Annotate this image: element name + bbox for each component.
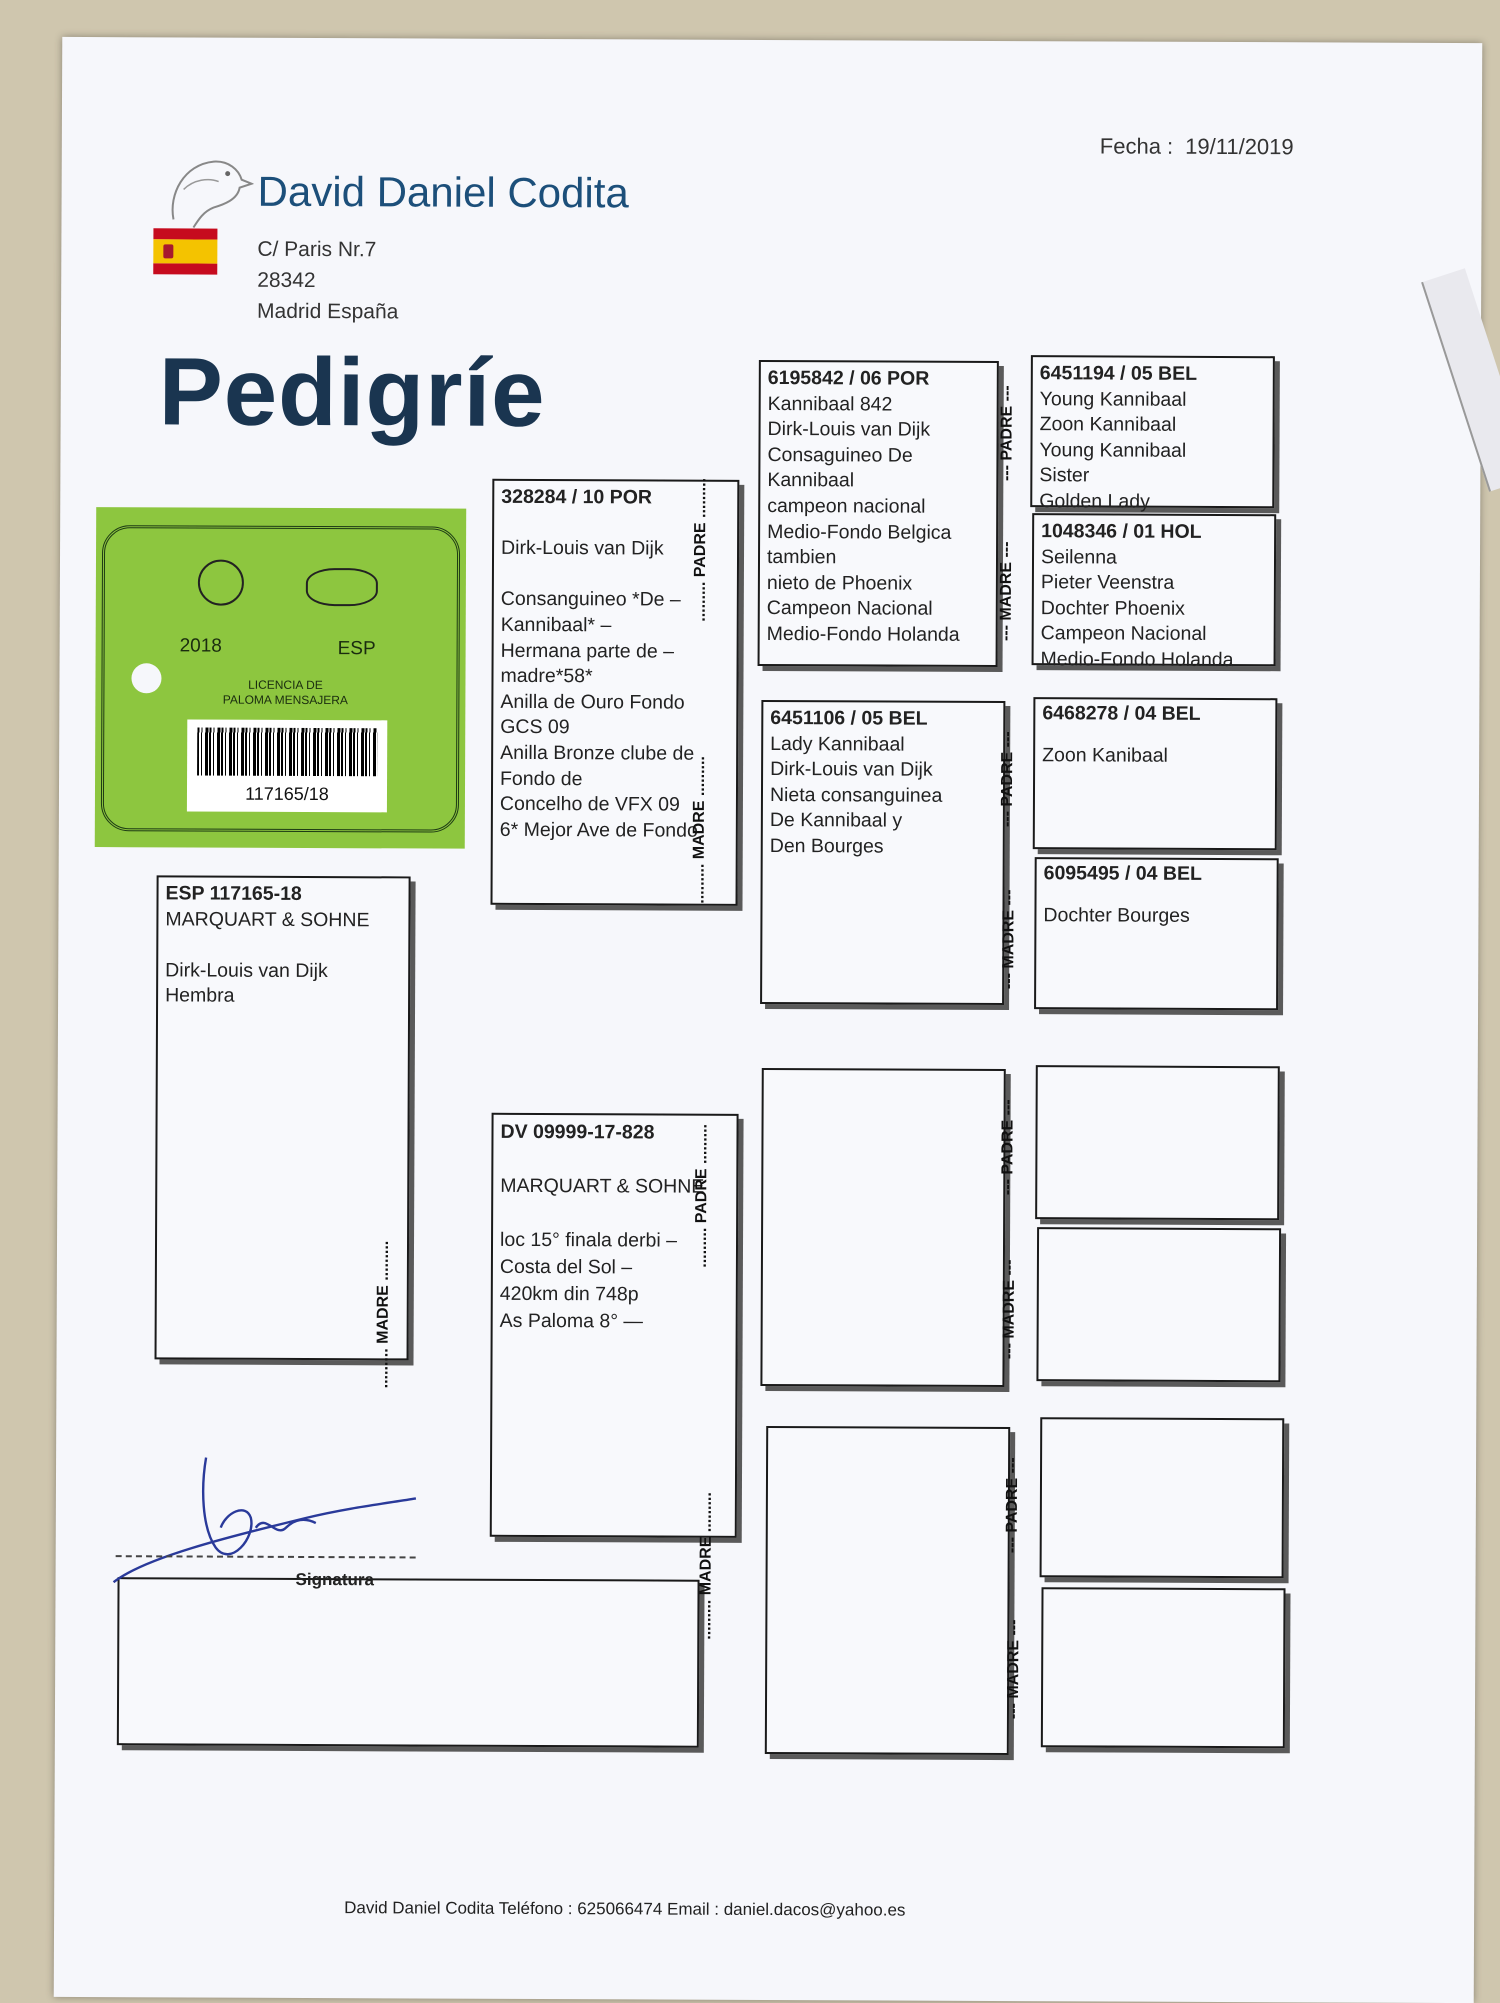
- mother-ring: DV 09999-17-828: [500, 1120, 655, 1144]
- padre-label: ......... PADRE .........: [692, 1123, 711, 1268]
- footer-contact: David Daniel Codita Teléfono : 625066474 Email : daniel.dacos@yahoo.es: [344, 1898, 906, 1920]
- padre-label: --- PADRE ---: [999, 1099, 1017, 1196]
- pgm-text: [770, 706, 1000, 861]
- madre-label: --- MADRE ---: [1004, 1619, 1023, 1720]
- ggp2-line: Seilenna: [1040, 545, 1117, 569]
- father-line: Anilla Bronze clube de: [500, 741, 695, 765]
- father-line: madre*58*: [500, 664, 593, 688]
- father-line: GCS 09: [500, 716, 570, 739]
- subject-line: Hembra: [165, 984, 235, 1008]
- license-year: 2018: [179, 635, 222, 657]
- address-line: C/ Paris Nr.7: [257, 237, 377, 262]
- ggp1-line: Young Kannibaal: [1039, 438, 1187, 462]
- father-line: Fondo de: [500, 767, 583, 790]
- federation-emblem-icon: [198, 560, 244, 606]
- license-country: ESP: [337, 638, 376, 660]
- ggp4-line: Dochter Bourges: [1043, 904, 1190, 927]
- father-line: Concelho de VFX 09: [499, 792, 680, 816]
- notes-box: [117, 1577, 700, 1748]
- father-ring: 328284 / 10 POR: [501, 485, 653, 509]
- ggp4-text: [1043, 863, 1272, 927]
- madre-label: --- MADRE ---: [997, 541, 1016, 642]
- father-line: Anilla de Ouro Fondo: [500, 690, 685, 714]
- padre-label: --- PADRE ---: [998, 731, 1017, 828]
- date-label: Fecha :: [1099, 133, 1174, 159]
- pgf-line: Campeon Nacional: [766, 597, 933, 621]
- ggp2-text: [1041, 519, 1271, 674]
- punch-hole: [131, 663, 161, 693]
- pigeon-emblem-icon: [306, 568, 378, 606]
- license-text-line: PALOMA MENSAJERA: [222, 692, 349, 708]
- padre-label: ......... PADRE .........: [691, 477, 710, 622]
- ggp1-line: Sister: [1039, 464, 1090, 487]
- paternal-grandmother-box: [760, 700, 1005, 1005]
- ggp-box-4: [1034, 857, 1279, 1010]
- ggp-box-7: [1040, 1417, 1285, 1578]
- madre-label: ......... MADRE .........: [690, 756, 709, 904]
- maternal-grandfather-box: [760, 1068, 1005, 1387]
- ggp3-text: [1042, 703, 1271, 767]
- license-text: [205, 678, 365, 709]
- date-line: [1100, 133, 1294, 160]
- pgf-line: Kannibaal: [767, 469, 855, 492]
- ggp2-line: Dochter Phoenix: [1040, 596, 1186, 620]
- pedigree-sheet: [54, 37, 1483, 2003]
- subject-line: MARQUART & SOHNE: [165, 907, 370, 931]
- pigeon-license-card: [95, 507, 466, 849]
- madre-label: --- MADRE ---: [1000, 1259, 1018, 1360]
- subject-ring: ESP 117165-18: [165, 882, 302, 905]
- pgm-line: De Kannibaal y: [769, 809, 903, 832]
- father-line: Hermana parte de –: [500, 639, 675, 663]
- barcode: [187, 719, 387, 812]
- father-line: Kannibaal* –: [500, 613, 612, 637]
- ggp3-ring: 6468278 / 04 BEL: [1042, 702, 1201, 725]
- pgf-line: Medio-Fondo Belgica: [767, 520, 952, 544]
- mother-line: As Paloma 8° —: [499, 1309, 644, 1333]
- padre-label: --- PADRE ---: [998, 385, 1016, 482]
- ggp3-line: [1042, 724, 1271, 746]
- father-line: 6* Mejor Ave de Fondo: [499, 818, 698, 842]
- ggp2-line: Campeon Nacional: [1040, 622, 1207, 646]
- mother-line: 420km din 748p: [499, 1282, 639, 1306]
- madre-label: --- MADRE ---: [1000, 889, 1018, 990]
- owner-address: [257, 234, 399, 328]
- maternal-grandmother-box: [765, 1426, 1010, 1755]
- ggp4-line: [1044, 884, 1273, 906]
- barcode-number: 117165/18: [245, 783, 329, 805]
- father-line: Consanguineo *De –: [500, 588, 681, 611]
- handwritten-signature: [105, 1417, 426, 1598]
- pgf-line: Dirk-Louis van Dijk: [767, 418, 931, 441]
- madre-label: ......... MADRE .........: [697, 1492, 715, 1640]
- ggp4-ring: 6095495 / 04 BEL: [1043, 862, 1202, 885]
- pgf-text: [767, 366, 993, 649]
- pgf-line: tambien: [766, 546, 837, 569]
- license-text-line: LICENCIA DE: [248, 677, 323, 693]
- ggp1-ring: 6451194 / 05 BEL: [1039, 362, 1198, 385]
- pgf-ring: 6195842 / 06 POR: [767, 366, 930, 390]
- mother-line: loc 15° finala derbi –: [499, 1228, 678, 1252]
- pgm-line: Dirk-Louis van Dijk: [770, 758, 933, 781]
- ggp-box-6: [1036, 1227, 1281, 1382]
- mother-line: MARQUART & SOHNE: [500, 1174, 705, 1198]
- ggp1-line: Zoon Kannibaal: [1039, 413, 1177, 436]
- ggp-box-3: [1033, 697, 1278, 850]
- pgm-ring: 6451106 / 05 BEL: [770, 707, 928, 730]
- pgm-line: Den Bourges: [769, 834, 884, 858]
- ggp2-line: Pieter Veenstra: [1040, 571, 1175, 594]
- page-title: Pedigríe: [158, 338, 546, 448]
- signature-label: Signatura: [295, 1569, 375, 1590]
- barcode-bars: [197, 728, 377, 777]
- ggp-box-8: [1041, 1587, 1286, 1748]
- subject-line: Dirk-Louis van Dijk: [165, 959, 328, 982]
- owner-name: David Daniel Codita: [257, 167, 629, 217]
- ggp-box-5: [1035, 1065, 1280, 1220]
- subject-box: [155, 875, 411, 1360]
- mother-line: Costa del Sol –: [499, 1255, 633, 1279]
- subject-line: [165, 933, 404, 960]
- address-line: Madrid España: [257, 299, 399, 324]
- ggp2-line: Medio-Fondo Holanda: [1040, 648, 1234, 671]
- ggp1-line: Young Kannibaal: [1039, 387, 1187, 411]
- pgm-line: Nieta consanguinea: [769, 783, 943, 807]
- pgf-line: campeon nacional: [767, 494, 926, 518]
- pgf-line: Consaguineo De: [767, 443, 913, 467]
- father-line: Dirk-Louis van Dijk: [501, 537, 664, 560]
- ggp-box-1: [1030, 355, 1275, 513]
- pgf-line: nieto de Phoenix: [766, 571, 913, 595]
- date-value: 19/11/2019: [1185, 133, 1294, 160]
- madre-label: ......... MADRE .........: [374, 1240, 393, 1389]
- pigeon-logo-icon: [153, 149, 253, 229]
- pgf-line: Kannibaal 842: [767, 392, 893, 416]
- padre-label: --- PADRE ---: [1003, 1457, 1022, 1554]
- ggp1-line: Golden Lady: [1039, 490, 1150, 513]
- ggp3-line: Zoon Kanibaal: [1042, 744, 1168, 767]
- pgm-line: Lady Kannibaal: [770, 732, 905, 756]
- spain-flag-icon: [153, 228, 217, 274]
- ggp2-ring: 1048346 / 01 HOL: [1041, 520, 1202, 543]
- paternal-grandfather-box: [758, 360, 999, 667]
- ggp-box-2: [1032, 513, 1277, 671]
- subject-text: [165, 881, 405, 1010]
- address-line: 28342: [257, 268, 316, 293]
- pgf-line: Medio-Fondo Holanda: [766, 622, 960, 646]
- ggp1-text: [1039, 361, 1269, 516]
